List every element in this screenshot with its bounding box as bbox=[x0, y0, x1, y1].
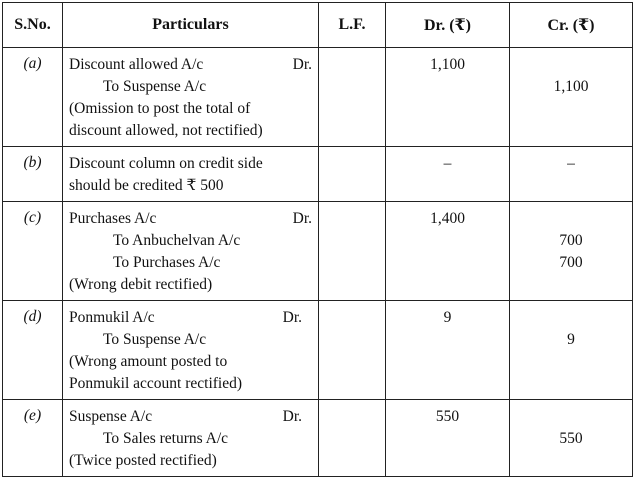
table-row bbox=[3, 48, 633, 147]
row-particulars bbox=[63, 400, 319, 477]
dr-marker: Dr. bbox=[292, 56, 312, 73]
row-sno: (a) bbox=[3, 48, 63, 147]
row-particulars bbox=[63, 48, 319, 147]
row-cr: – bbox=[510, 147, 633, 202]
row-cr: 9 bbox=[510, 301, 633, 400]
row-lf bbox=[319, 48, 386, 147]
table-row bbox=[3, 202, 633, 301]
entry-debit-account: Suspense A/c bbox=[69, 408, 153, 425]
entry-credit-account: To Sales returns A/c bbox=[103, 430, 229, 447]
entry-narration: (Omission to post the total of bbox=[69, 100, 251, 117]
entry-credit-account: To Suspense A/c bbox=[103, 78, 207, 95]
dr-marker: Dr. bbox=[282, 309, 302, 326]
entry-narration: (Twice posted rectified) bbox=[69, 452, 217, 469]
rectification-table-container bbox=[2, 2, 633, 477]
dr-marker: Dr. bbox=[292, 210, 312, 227]
row-particulars bbox=[63, 301, 319, 400]
table-row bbox=[3, 147, 633, 202]
entry-narration: Ponmukil account rectified) bbox=[69, 375, 243, 392]
row-particulars bbox=[63, 202, 319, 301]
table-row bbox=[3, 400, 633, 477]
row-dr: 1,100 bbox=[386, 48, 510, 147]
row-cr: 550 bbox=[510, 400, 633, 477]
header-lf: L.F. bbox=[319, 3, 386, 48]
row-lf bbox=[319, 400, 386, 477]
table-row bbox=[3, 301, 633, 400]
entry-narration: should be credited ₹ 500 bbox=[69, 177, 224, 194]
row-dr: – bbox=[386, 147, 510, 202]
row-sno: (e) bbox=[3, 400, 63, 477]
row-cr: 700 700 bbox=[510, 202, 633, 301]
journal-table bbox=[2, 2, 633, 477]
dr-marker: Dr. bbox=[282, 408, 302, 425]
header-particulars: Particulars bbox=[63, 3, 319, 48]
row-cr: 1,100 bbox=[510, 48, 633, 147]
row-dr: 550 bbox=[386, 400, 510, 477]
row-particulars bbox=[63, 147, 319, 202]
entry-debit-account: Ponmukil A/c bbox=[69, 309, 155, 326]
entry-narration: discount allowed, not rectified) bbox=[69, 122, 263, 139]
row-lf bbox=[319, 202, 386, 301]
header-dr: Dr. (₹) bbox=[386, 3, 510, 48]
row-lf bbox=[319, 301, 386, 400]
entry-narration: (Wrong amount posted to bbox=[69, 353, 228, 370]
entry-credit-account: To Purchases A/c bbox=[113, 254, 221, 271]
row-dr: 9 bbox=[386, 301, 510, 400]
header-cr: Cr. (₹) bbox=[510, 3, 633, 48]
entry-debit-account: Discount allowed A/c bbox=[69, 56, 204, 73]
row-sno: (d) bbox=[3, 301, 63, 400]
header-row bbox=[3, 3, 633, 48]
row-sno: (b) bbox=[3, 147, 63, 202]
entry-credit-account: To Anbuchelvan A/c bbox=[113, 232, 241, 249]
entry-narration: Discount column on credit side bbox=[69, 155, 263, 172]
row-sno: (c) bbox=[3, 202, 63, 301]
entry-narration: (Wrong debit rectified) bbox=[69, 276, 213, 293]
entry-credit-account: To Suspense A/c bbox=[103, 331, 207, 348]
entry-debit-account: Purchases A/c bbox=[69, 210, 157, 227]
header-sno: S.No. bbox=[3, 3, 63, 48]
row-dr: 1,400 bbox=[386, 202, 510, 301]
row-lf bbox=[319, 147, 386, 202]
